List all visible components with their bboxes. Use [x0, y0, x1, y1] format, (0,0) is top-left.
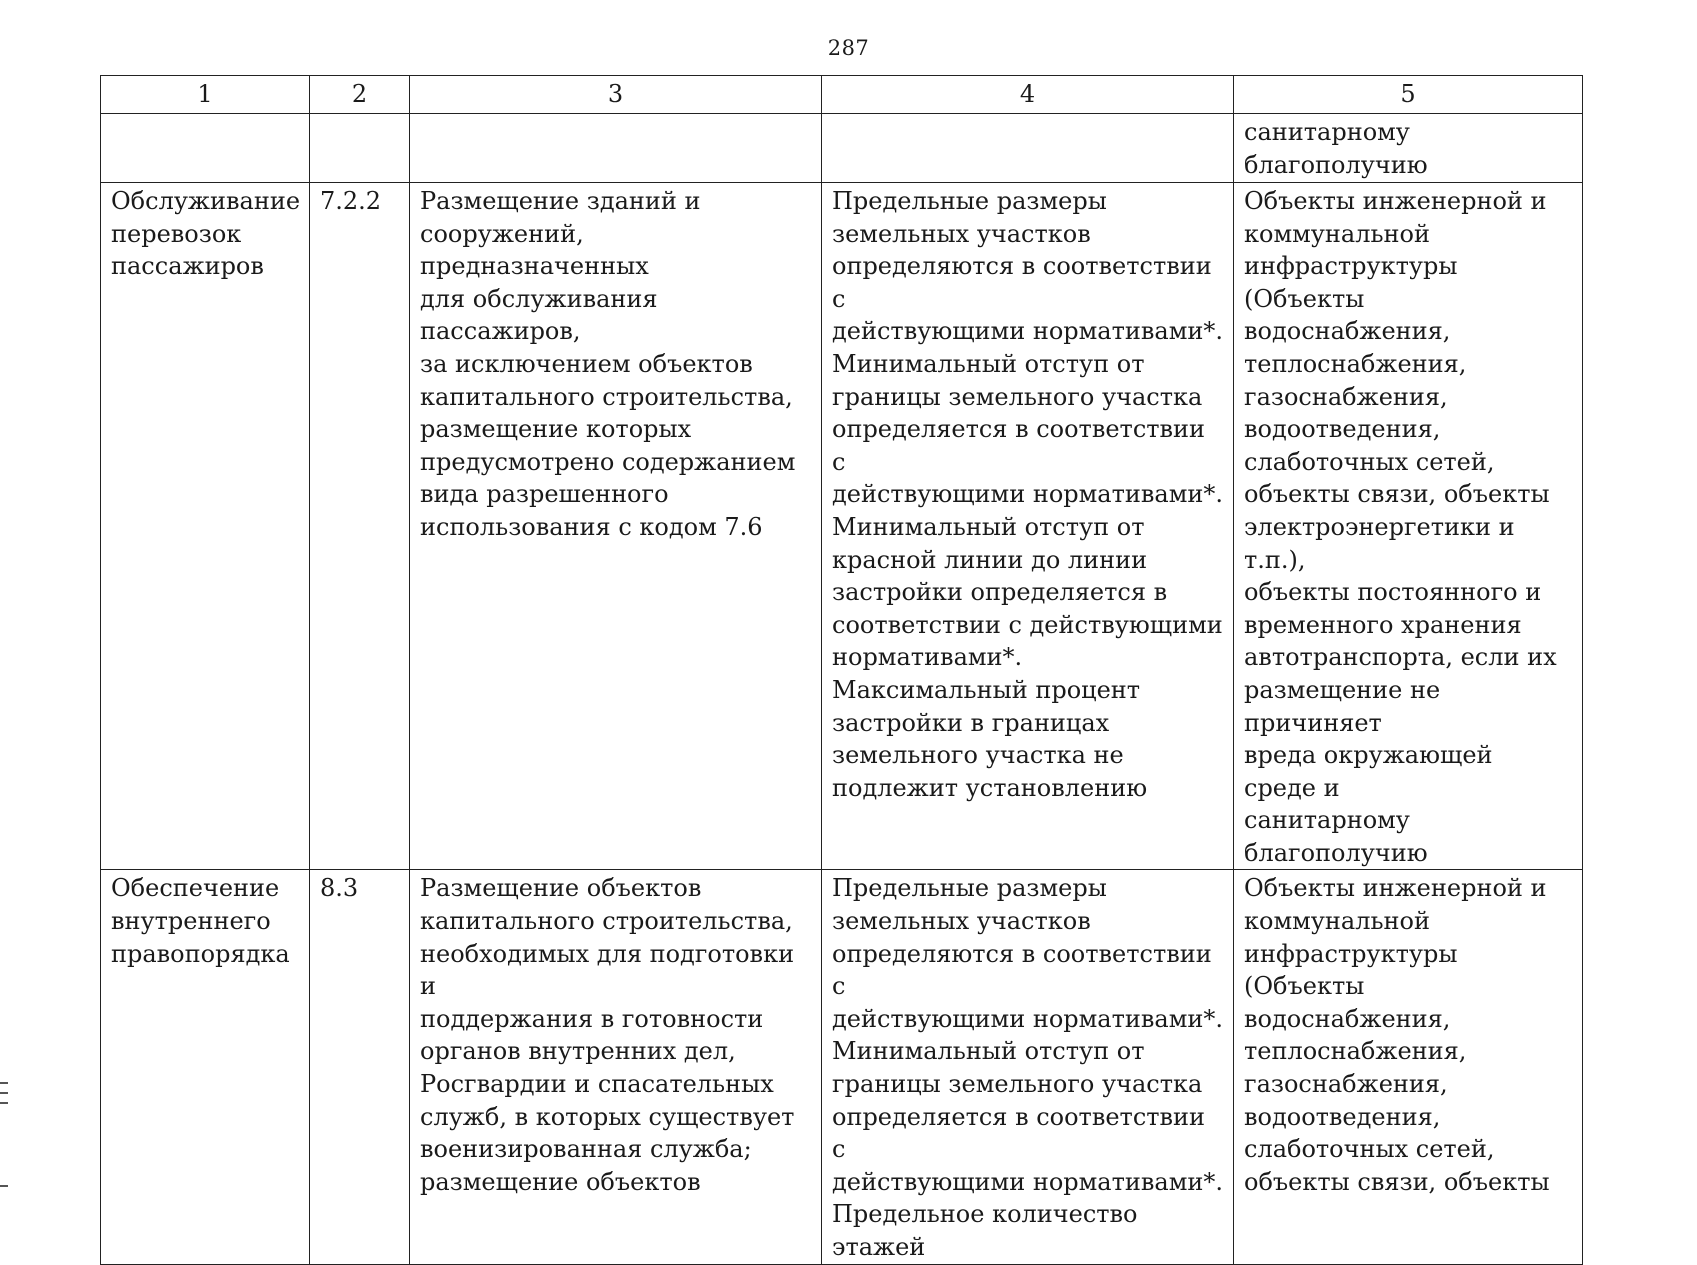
header-col-1: 1 — [101, 76, 310, 114]
cell-auxiliary-continuation — [1234, 114, 1583, 183]
cell-auxiliary — [1234, 183, 1583, 870]
cell-empty — [822, 114, 1234, 183]
header-col-3: 3 — [410, 76, 822, 114]
use-name-text: Обеспечение внутреннего правопорядка — [111, 874, 290, 968]
auxiliary-continuation-text: санитарному благополучию — [1244, 118, 1428, 179]
page-number: 287 — [827, 36, 870, 60]
cell-use-name — [101, 870, 310, 1264]
zoning-table — [100, 75, 1583, 1265]
cell-use-name — [101, 183, 310, 870]
table-row — [101, 183, 1583, 870]
cell-description — [410, 870, 822, 1264]
description-text: Размещение объектов капитального строительства, необходимых для подготовки и поддержания в готовности органов внутренних дел, Росгвардии и спасательных служб, в которых существует военизированная служба; размещение объектов — [420, 874, 795, 1196]
cell-auxiliary — [1234, 870, 1583, 1264]
cell-description — [410, 183, 822, 870]
cell-parameters — [822, 183, 1234, 870]
cell-use-code — [310, 870, 410, 1264]
use-code-text: 8.3 — [320, 874, 359, 903]
scan-margin-mark — [0, 1092, 8, 1094]
scan-margin-mark — [0, 1185, 8, 1187]
parameters-text: Предельные размеры земельных участков определяются в соответствии с действующими нормативами*. Минимальный отступ от границы земельного участка определяется в соответствии с действующими нормативами*. Минимальный отступ от красной линии до линии застройки определяется в соответствии с действующими нормативами*. Максимальный процент застройки в границах земельного участка не подлежит установлению — [832, 187, 1223, 802]
header-col-5: 5 — [1234, 76, 1583, 114]
auxiliary-text: Объекты инженерной и коммунальной инфраструктуры (Объекты водоснабжения, теплоснабжения, газоснабжения, водоотведения, слаботочных сетей, объекты связи, объекты электроэнергетики и т.п.), объекты постоянного и временного хранения автотранспорта, если их размещение не причиняет вреда окружающей среде и санитарному благополучию — [1244, 187, 1557, 867]
cell-parameters — [822, 870, 1234, 1264]
table-row-continuation — [101, 114, 1583, 183]
cell-empty — [101, 114, 310, 183]
table-row — [101, 870, 1583, 1264]
scan-margin-mark — [0, 1102, 8, 1104]
header-col-2: 2 — [310, 76, 410, 114]
header-col-4: 4 — [822, 76, 1234, 114]
table-header-row — [101, 76, 1583, 114]
cell-empty — [310, 114, 410, 183]
scan-margin-mark — [0, 1082, 8, 1084]
cell-empty — [410, 114, 822, 183]
cell-use-code — [310, 183, 410, 870]
use-code-text: 7.2.2 — [320, 187, 382, 215]
use-name-text: Обслуживание перевозок пассажиров — [111, 187, 301, 281]
description-text: Размещение зданий и сооружений, предназначенных для обслуживания пассажиров, за исключением объектов капитального строительства, размещение которых предусмотрено содержанием вида разрешенного использования с кодом 7.6 — [420, 187, 796, 541]
parameters-text: Предельные размеры земельных участков определяются в соответствии с действующими нормативами*. Минимальный отступ от границы земельного участка определяется в соответствии с действующими нормативами*. Предельное количество этажей — [832, 874, 1223, 1261]
auxiliary-text: Объекты инженерной и коммунальной инфраструктуры (Объекты водоснабжения, теплоснабжения, газоснабжения, водоотведения, слаботочных сетей, объекты связи, объекты — [1244, 874, 1550, 1196]
